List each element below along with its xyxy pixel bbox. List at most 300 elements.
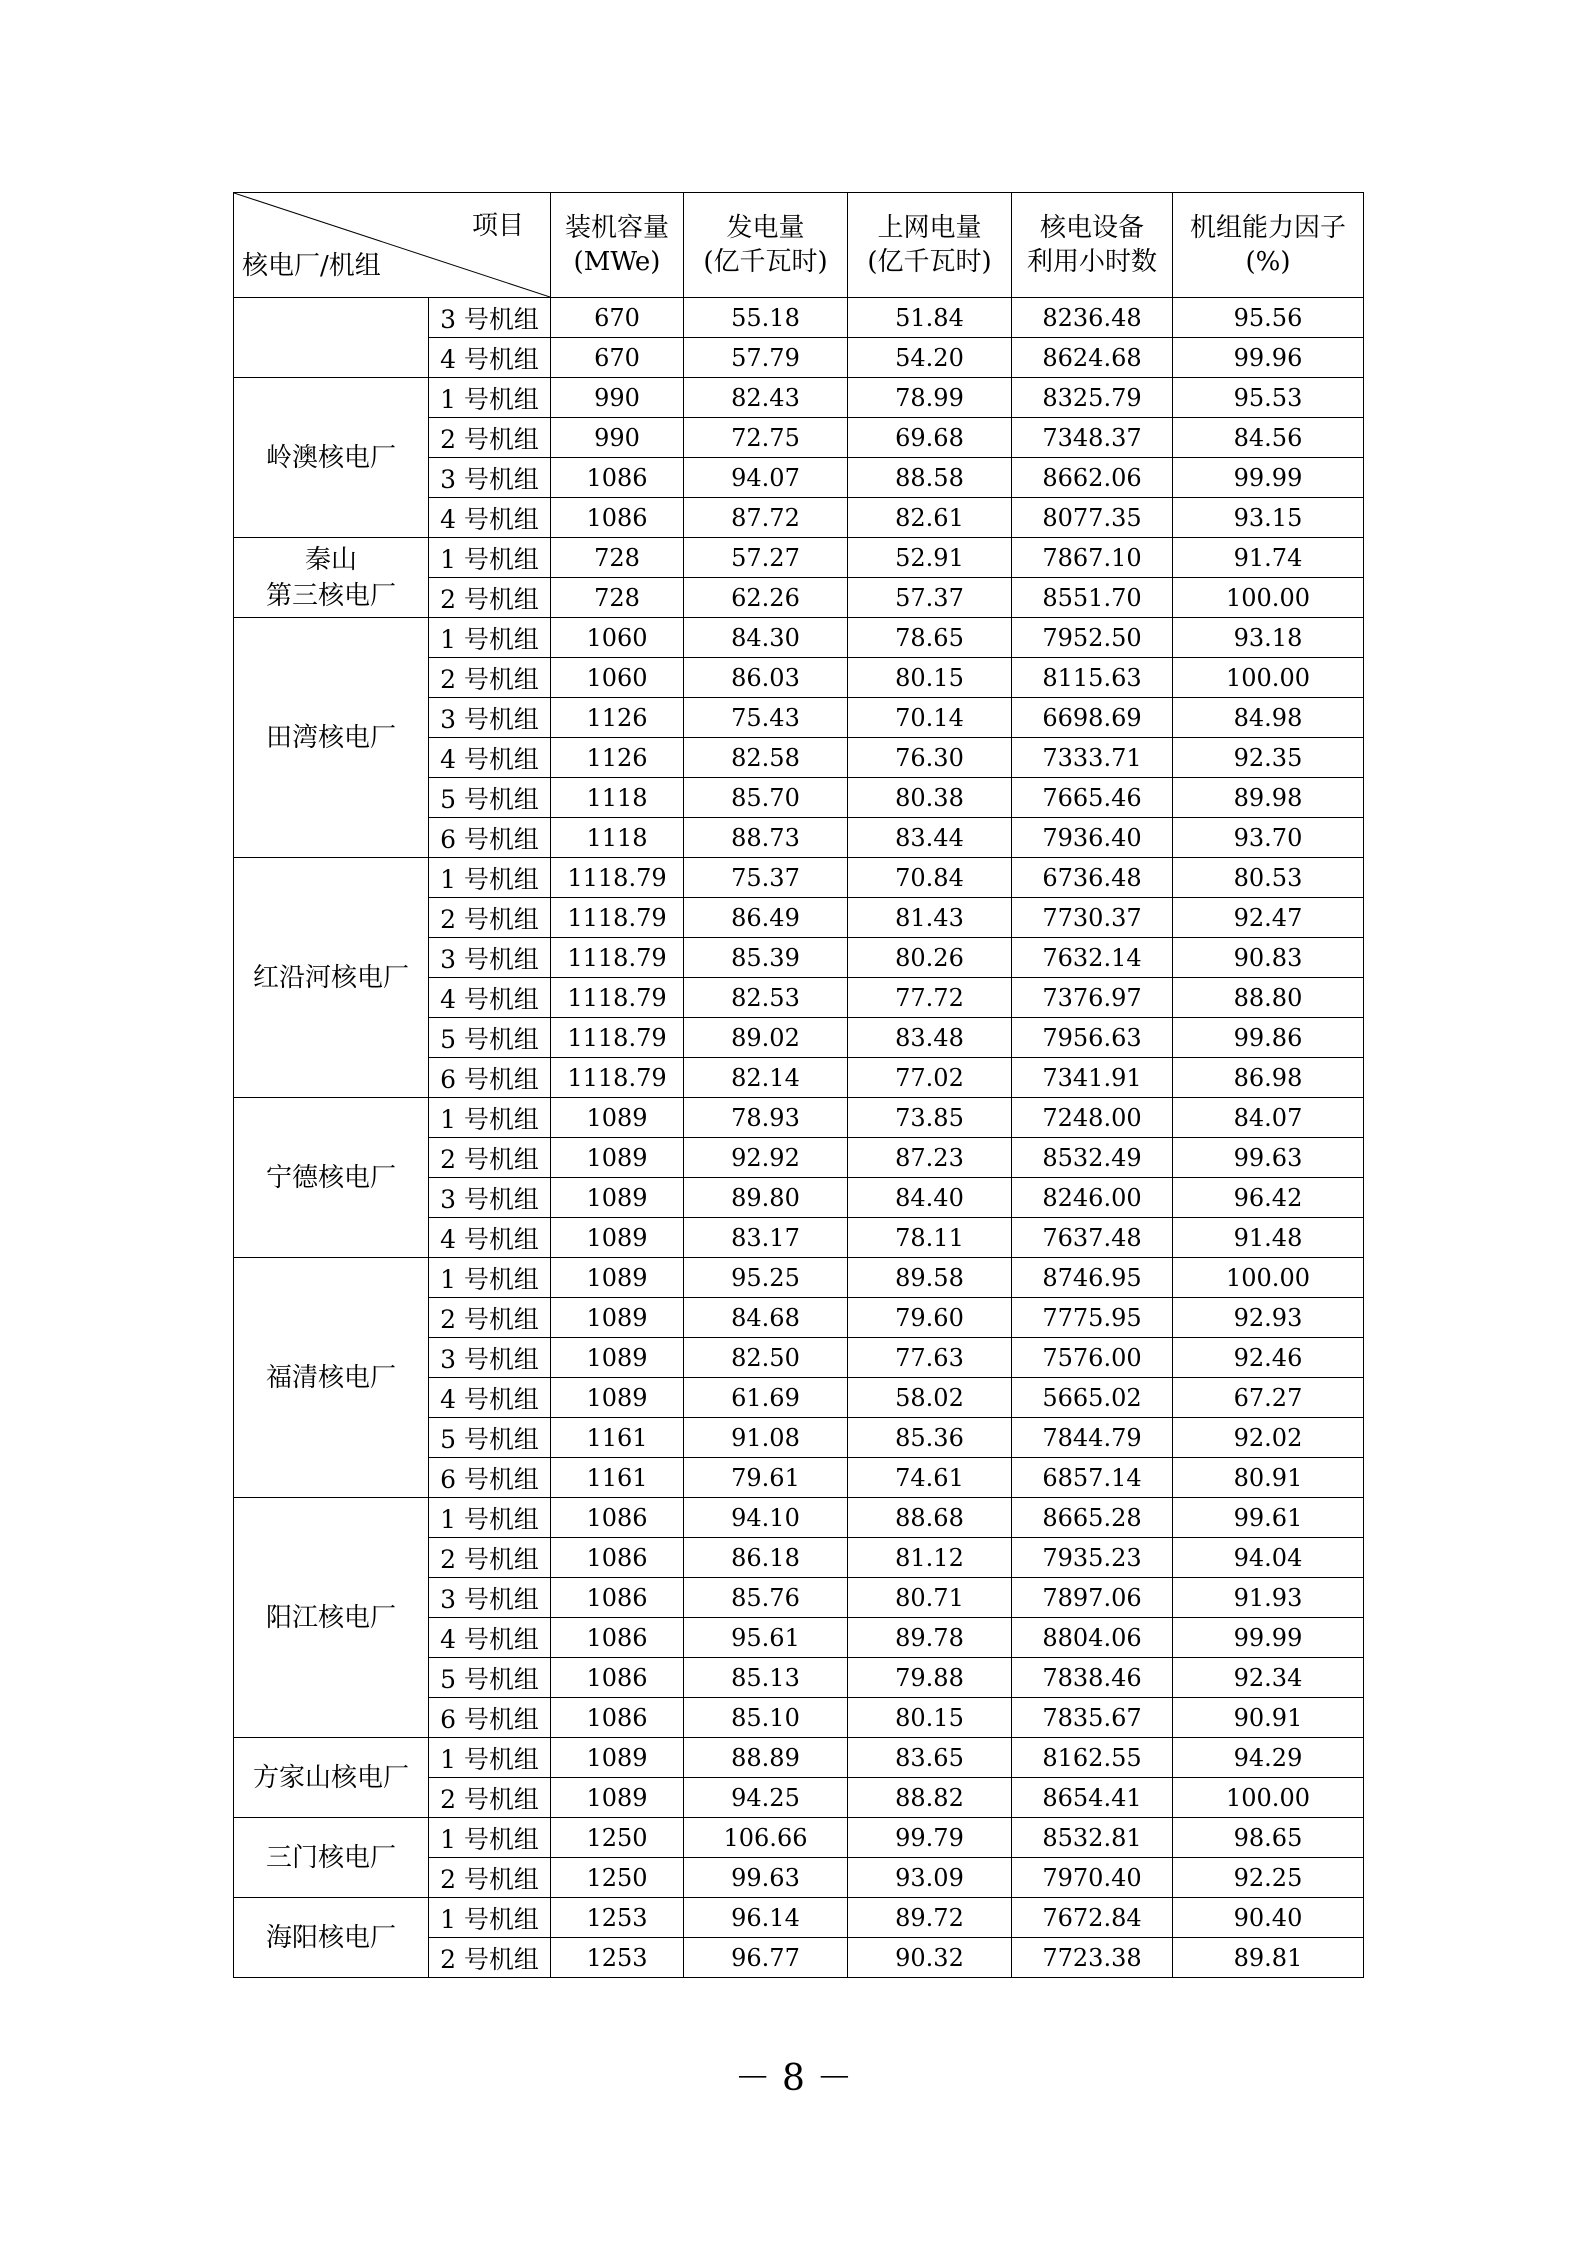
capability-factor-cell: 93.15 [1173, 498, 1364, 538]
grid-supply-cell: 78.65 [848, 618, 1012, 658]
capacity-cell: 1118.79 [551, 1018, 684, 1058]
capability-factor-cell: 100.00 [1173, 1778, 1364, 1818]
capability-factor-cell: 67.27 [1173, 1378, 1364, 1418]
col-header-line: 利用小时数 [1026, 247, 1157, 277]
grid-supply-cell: 77.72 [848, 978, 1012, 1018]
unit-name-cell: 4 号机组 [429, 1218, 551, 1258]
grid-supply-cell: 88.82 [848, 1778, 1012, 1818]
data-table-container [233, 192, 1363, 1978]
capacity-cell: 670 [551, 338, 684, 378]
generation-cell: 89.80 [684, 1178, 848, 1218]
utilization-hours-cell: 7775.95 [1012, 1298, 1173, 1338]
capacity-cell: 1089 [551, 1138, 684, 1178]
grid-supply-cell: 80.15 [848, 658, 1012, 698]
unit-name-cell: 2 号机组 [429, 1538, 551, 1578]
generation-cell: 84.68 [684, 1298, 848, 1338]
utilization-hours-cell: 7730.37 [1012, 898, 1173, 938]
unit-name-cell: 2 号机组 [429, 1938, 551, 1978]
utilization-hours-cell: 7576.00 [1012, 1338, 1173, 1378]
unit-name-cell: 1 号机组 [429, 1818, 551, 1858]
generation-cell: 62.26 [684, 578, 848, 618]
diagonal-item-label: 项目 [471, 211, 524, 241]
utilization-hours-cell: 8236.48 [1012, 298, 1173, 338]
plant-name-cell [234, 1098, 429, 1258]
plant-name-cell [234, 1898, 429, 1978]
col-header-line: 发电量 [726, 213, 805, 243]
grid-supply-cell: 83.48 [848, 1018, 1012, 1058]
capacity-cell: 1118 [551, 818, 684, 858]
grid-supply-cell: 89.58 [848, 1258, 1012, 1298]
grid-supply-cell: 77.02 [848, 1058, 1012, 1098]
col-header-capacity [551, 193, 684, 298]
capability-factor-cell: 95.56 [1173, 298, 1364, 338]
capability-factor-cell: 95.53 [1173, 378, 1364, 418]
generation-cell: 75.43 [684, 698, 848, 738]
table-row [234, 378, 1364, 418]
capability-factor-cell: 99.99 [1173, 1618, 1364, 1658]
capacity-cell: 1126 [551, 698, 684, 738]
unit-name-cell: 4 号机组 [429, 1618, 551, 1658]
capacity-cell: 990 [551, 378, 684, 418]
unit-name-cell: 2 号机组 [429, 898, 551, 938]
capacity-cell: 1086 [551, 458, 684, 498]
capacity-cell: 1086 [551, 1658, 684, 1698]
col-header-line: (亿千瓦时) [703, 247, 828, 277]
capability-factor-cell: 96.42 [1173, 1178, 1364, 1218]
capacity-cell: 1118 [551, 778, 684, 818]
capability-factor-cell: 99.86 [1173, 1018, 1364, 1058]
grid-supply-cell: 51.84 [848, 298, 1012, 338]
capability-factor-cell: 99.61 [1173, 1498, 1364, 1538]
grid-supply-cell: 57.37 [848, 578, 1012, 618]
generation-cell: 75.37 [684, 858, 848, 898]
utilization-hours-cell: 7333.71 [1012, 738, 1173, 778]
unit-name-cell: 1 号机组 [429, 858, 551, 898]
col-header-utilization-hours [1012, 193, 1173, 298]
capacity-cell: 1089 [551, 1258, 684, 1298]
plant-name-line: 田湾核电厂 [265, 722, 396, 753]
plant-name-cell [234, 378, 429, 538]
plant-name-cell [234, 1818, 429, 1898]
generation-cell: 88.73 [684, 818, 848, 858]
generation-cell: 61.69 [684, 1378, 848, 1418]
capacity-cell: 1089 [551, 1378, 684, 1418]
col-header-line: (%) [1245, 247, 1291, 277]
utilization-hours-cell: 6857.14 [1012, 1458, 1173, 1498]
grid-supply-cell: 87.23 [848, 1138, 1012, 1178]
generation-cell: 88.89 [684, 1738, 848, 1778]
plant-name-cell [234, 858, 429, 1098]
generation-cell: 95.61 [684, 1618, 848, 1658]
col-header-line: 装机容量 [564, 213, 669, 243]
col-header-line: 上网电量 [877, 213, 982, 243]
unit-name-cell: 1 号机组 [429, 1738, 551, 1778]
unit-name-cell: 6 号机组 [429, 1458, 551, 1498]
utilization-hours-cell: 6736.48 [1012, 858, 1173, 898]
capacity-cell: 1118.79 [551, 898, 684, 938]
utilization-hours-cell: 7952.50 [1012, 618, 1173, 658]
capacity-cell: 1086 [551, 1498, 684, 1538]
utilization-hours-cell: 8162.55 [1012, 1738, 1173, 1778]
grid-supply-cell: 84.40 [848, 1178, 1012, 1218]
capacity-cell: 1161 [551, 1458, 684, 1498]
capability-factor-cell: 80.53 [1173, 858, 1364, 898]
capability-factor-cell: 89.98 [1173, 778, 1364, 818]
utilization-hours-cell: 7936.40 [1012, 818, 1173, 858]
diagonal-header-cell [234, 193, 551, 298]
unit-name-cell: 6 号机组 [429, 1058, 551, 1098]
utilization-hours-cell: 8624.68 [1012, 338, 1173, 378]
capacity-cell: 1060 [551, 618, 684, 658]
capability-factor-cell: 94.04 [1173, 1538, 1364, 1578]
generation-cell: 72.75 [684, 418, 848, 458]
grid-supply-cell: 82.61 [848, 498, 1012, 538]
grid-supply-cell: 79.88 [848, 1658, 1012, 1698]
generation-cell: 78.93 [684, 1098, 848, 1138]
generation-cell: 92.92 [684, 1138, 848, 1178]
capacity-cell: 990 [551, 418, 684, 458]
page-number: － 8 － [734, 2058, 853, 2099]
header-row [234, 193, 1364, 298]
col-header-line: (MWe) [573, 247, 661, 277]
plant-name-cell [234, 298, 429, 378]
capacity-cell: 1060 [551, 658, 684, 698]
table-body [234, 298, 1364, 1978]
generation-cell: 57.27 [684, 538, 848, 578]
grid-supply-cell: 54.20 [848, 338, 1012, 378]
utilization-hours-cell: 8532.49 [1012, 1138, 1173, 1178]
table-row [234, 1738, 1364, 1778]
capability-factor-cell: 90.91 [1173, 1698, 1364, 1738]
capacity-cell: 1089 [551, 1738, 684, 1778]
capacity-cell: 1118.79 [551, 858, 684, 898]
generation-cell: 57.79 [684, 338, 848, 378]
utilization-hours-cell: 8325.79 [1012, 378, 1173, 418]
plant-name-line: 岭澳核电厂 [265, 442, 396, 473]
generation-cell: 85.70 [684, 778, 848, 818]
table-row [234, 1818, 1364, 1858]
grid-supply-cell: 88.58 [848, 458, 1012, 498]
grid-supply-cell: 93.09 [848, 1858, 1012, 1898]
col-header-grid-supply [848, 193, 1012, 298]
capacity-cell: 1161 [551, 1418, 684, 1458]
generation-cell: 89.02 [684, 1018, 848, 1058]
utilization-hours-cell: 7665.46 [1012, 778, 1173, 818]
capacity-cell: 1126 [551, 738, 684, 778]
unit-name-cell: 1 号机组 [429, 1498, 551, 1538]
unit-name-cell: 5 号机组 [429, 1418, 551, 1458]
capacity-cell: 1250 [551, 1858, 684, 1898]
unit-name-cell: 1 号机组 [429, 1098, 551, 1138]
grid-supply-cell: 90.32 [848, 1938, 1012, 1978]
utilization-hours-cell: 8115.63 [1012, 658, 1173, 698]
grid-supply-cell: 70.84 [848, 858, 1012, 898]
unit-name-cell: 3 号机组 [429, 298, 551, 338]
unit-name-cell: 5 号机组 [429, 778, 551, 818]
capability-factor-cell: 99.99 [1173, 458, 1364, 498]
grid-supply-cell: 83.44 [848, 818, 1012, 858]
plant-name-line: 宁德核电厂 [265, 1162, 396, 1193]
plant-name-line: 方家山核电厂 [252, 1762, 409, 1793]
unit-name-cell: 2 号机组 [429, 658, 551, 698]
capability-factor-cell: 91.48 [1173, 1218, 1364, 1258]
grid-supply-cell: 83.65 [848, 1738, 1012, 1778]
unit-name-cell: 3 号机组 [429, 1578, 551, 1618]
grid-supply-cell: 81.12 [848, 1538, 1012, 1578]
utilization-hours-cell: 7672.84 [1012, 1898, 1173, 1938]
utilization-hours-cell: 7970.40 [1012, 1858, 1173, 1898]
utilization-hours-cell: 7723.38 [1012, 1938, 1173, 1978]
unit-name-cell: 5 号机组 [429, 1018, 551, 1058]
utilization-hours-cell: 7935.23 [1012, 1538, 1173, 1578]
capability-factor-cell: 100.00 [1173, 578, 1364, 618]
capability-factor-cell: 84.98 [1173, 698, 1364, 738]
utilization-hours-cell: 5665.02 [1012, 1378, 1173, 1418]
capacity-cell: 1253 [551, 1938, 684, 1978]
plant-name-line: 秦山 [304, 544, 357, 575]
unit-name-cell: 4 号机组 [429, 978, 551, 1018]
table-row [234, 538, 1364, 578]
generation-cell: 83.17 [684, 1218, 848, 1258]
utilization-hours-cell: 8246.00 [1012, 1178, 1173, 1218]
capability-factor-cell: 80.91 [1173, 1458, 1364, 1498]
generation-cell: 79.61 [684, 1458, 848, 1498]
generation-cell: 94.07 [684, 458, 848, 498]
generation-cell: 85.10 [684, 1698, 848, 1738]
capacity-cell: 1086 [551, 1698, 684, 1738]
utilization-hours-cell: 7867.10 [1012, 538, 1173, 578]
unit-name-cell: 4 号机组 [429, 338, 551, 378]
generation-cell: 84.30 [684, 618, 848, 658]
utilization-hours-cell: 7348.37 [1012, 418, 1173, 458]
plant-name-line: 第三核电厂 [265, 580, 396, 611]
capability-factor-cell: 92.47 [1173, 898, 1364, 938]
unit-name-cell: 1 号机组 [429, 378, 551, 418]
capability-factor-cell: 91.74 [1173, 538, 1364, 578]
generation-cell: 82.53 [684, 978, 848, 1018]
generation-cell: 106.66 [684, 1818, 848, 1858]
generation-cell: 55.18 [684, 298, 848, 338]
unit-name-cell: 2 号机组 [429, 1298, 551, 1338]
generation-cell: 87.72 [684, 498, 848, 538]
capacity-cell: 1089 [551, 1098, 684, 1138]
capacity-cell: 728 [551, 538, 684, 578]
generation-cell: 99.63 [684, 1858, 848, 1898]
capacity-cell: 1089 [551, 1218, 684, 1258]
utilization-hours-cell: 7838.46 [1012, 1658, 1173, 1698]
grid-supply-cell: 81.43 [848, 898, 1012, 938]
capability-factor-cell: 92.46 [1173, 1338, 1364, 1378]
grid-supply-cell: 52.91 [848, 538, 1012, 578]
capability-factor-cell: 92.93 [1173, 1298, 1364, 1338]
unit-name-cell: 4 号机组 [429, 1378, 551, 1418]
generation-cell: 91.08 [684, 1418, 848, 1458]
generation-cell: 85.13 [684, 1658, 848, 1698]
nuclear-plant-table [233, 192, 1364, 1978]
capability-factor-cell: 89.81 [1173, 1938, 1364, 1978]
unit-name-cell: 4 号机组 [429, 498, 551, 538]
capacity-cell: 1086 [551, 1538, 684, 1578]
table-row [234, 1258, 1364, 1298]
capability-factor-cell: 84.56 [1173, 418, 1364, 458]
capability-factor-cell: 84.07 [1173, 1098, 1364, 1138]
utilization-hours-cell: 7956.63 [1012, 1018, 1173, 1058]
utilization-hours-cell: 7835.67 [1012, 1698, 1173, 1738]
unit-name-cell: 1 号机组 [429, 618, 551, 658]
capacity-cell: 1086 [551, 498, 684, 538]
generation-cell: 96.77 [684, 1938, 848, 1978]
capability-factor-cell: 100.00 [1173, 1258, 1364, 1298]
capability-factor-cell: 93.70 [1173, 818, 1364, 858]
capability-factor-cell: 94.29 [1173, 1738, 1364, 1778]
utilization-hours-cell: 8654.41 [1012, 1778, 1173, 1818]
generation-cell: 85.76 [684, 1578, 848, 1618]
grid-supply-cell: 77.63 [848, 1338, 1012, 1378]
grid-supply-cell: 78.99 [848, 378, 1012, 418]
capacity-cell: 1253 [551, 1898, 684, 1938]
capacity-cell: 1086 [551, 1618, 684, 1658]
utilization-hours-cell: 7248.00 [1012, 1098, 1173, 1138]
grid-supply-cell: 80.15 [848, 1698, 1012, 1738]
capability-factor-cell: 99.96 [1173, 338, 1364, 378]
plant-name-cell [234, 1498, 429, 1738]
generation-cell: 96.14 [684, 1898, 848, 1938]
plant-name-cell [234, 1258, 429, 1498]
unit-name-cell: 3 号机组 [429, 938, 551, 978]
grid-supply-cell: 80.26 [848, 938, 1012, 978]
utilization-hours-cell: 8804.06 [1012, 1618, 1173, 1658]
generation-cell: 86.18 [684, 1538, 848, 1578]
generation-cell: 82.43 [684, 378, 848, 418]
capability-factor-cell: 90.40 [1173, 1898, 1364, 1938]
unit-name-cell: 5 号机组 [429, 1658, 551, 1698]
unit-name-cell: 1 号机组 [429, 1898, 551, 1938]
generation-cell: 85.39 [684, 938, 848, 978]
utilization-hours-cell: 8746.95 [1012, 1258, 1173, 1298]
unit-name-cell: 4 号机组 [429, 738, 551, 778]
capability-factor-cell: 86.98 [1173, 1058, 1364, 1098]
grid-supply-cell: 74.61 [848, 1458, 1012, 1498]
grid-supply-cell: 89.78 [848, 1618, 1012, 1658]
utilization-hours-cell: 6698.69 [1012, 698, 1173, 738]
col-header-generation [684, 193, 848, 298]
generation-cell: 86.49 [684, 898, 848, 938]
generation-cell: 86.03 [684, 658, 848, 698]
unit-name-cell: 1 号机组 [429, 538, 551, 578]
table-row [234, 1498, 1364, 1538]
utilization-hours-cell: 8665.28 [1012, 1498, 1173, 1538]
capacity-cell: 1118.79 [551, 978, 684, 1018]
generation-cell: 94.25 [684, 1778, 848, 1818]
capability-factor-cell: 92.02 [1173, 1418, 1364, 1458]
utilization-hours-cell: 7844.79 [1012, 1418, 1173, 1458]
capacity-cell: 1089 [551, 1178, 684, 1218]
unit-name-cell: 3 号机组 [429, 698, 551, 738]
grid-supply-cell: 73.85 [848, 1098, 1012, 1138]
generation-cell: 82.50 [684, 1338, 848, 1378]
table-row [234, 858, 1364, 898]
capacity-cell: 1250 [551, 1818, 684, 1858]
utilization-hours-cell: 7376.97 [1012, 978, 1173, 1018]
capacity-cell: 1089 [551, 1778, 684, 1818]
utilization-hours-cell: 7637.48 [1012, 1218, 1173, 1258]
capability-factor-cell: 93.18 [1173, 618, 1364, 658]
col-header-line: (亿千瓦时) [867, 247, 992, 277]
unit-name-cell: 2 号机组 [429, 418, 551, 458]
capacity-cell: 1118.79 [551, 1058, 684, 1098]
utilization-hours-cell: 8662.06 [1012, 458, 1173, 498]
utilization-hours-cell: 8532.81 [1012, 1818, 1173, 1858]
capability-factor-cell: 98.65 [1173, 1818, 1364, 1858]
unit-name-cell: 2 号机组 [429, 1138, 551, 1178]
utilization-hours-cell: 8077.35 [1012, 498, 1173, 538]
plant-name-cell [234, 538, 429, 618]
generation-cell: 95.25 [684, 1258, 848, 1298]
grid-supply-cell: 89.72 [848, 1898, 1012, 1938]
capacity-cell: 1118.79 [551, 938, 684, 978]
utilization-hours-cell: 7897.06 [1012, 1578, 1173, 1618]
diagonal-plant-unit-label: 核电厂/机组 [242, 251, 381, 281]
capacity-cell: 1089 [551, 1298, 684, 1338]
capability-factor-cell: 92.25 [1173, 1858, 1364, 1898]
plant-name-line: 福清核电厂 [265, 1362, 396, 1393]
plant-name-cell [234, 618, 429, 858]
grid-supply-cell: 58.02 [848, 1378, 1012, 1418]
unit-name-cell: 6 号机组 [429, 1698, 551, 1738]
utilization-hours-cell: 7341.91 [1012, 1058, 1173, 1098]
grid-supply-cell: 70.14 [848, 698, 1012, 738]
grid-supply-cell: 80.38 [848, 778, 1012, 818]
capability-factor-cell: 100.00 [1173, 658, 1364, 698]
grid-supply-cell: 88.68 [848, 1498, 1012, 1538]
capacity-cell: 670 [551, 298, 684, 338]
capacity-cell: 1089 [551, 1338, 684, 1378]
utilization-hours-cell: 7632.14 [1012, 938, 1173, 978]
col-header-line: 机组能力因子 [1189, 213, 1346, 243]
table-row [234, 1898, 1364, 1938]
generation-cell: 82.58 [684, 738, 848, 778]
unit-name-cell: 1 号机组 [429, 1258, 551, 1298]
unit-name-cell: 2 号机组 [429, 1778, 551, 1818]
capability-factor-cell: 91.93 [1173, 1578, 1364, 1618]
generation-cell: 82.14 [684, 1058, 848, 1098]
utilization-hours-cell: 8551.70 [1012, 578, 1173, 618]
grid-supply-cell: 85.36 [848, 1418, 1012, 1458]
unit-name-cell: 3 号机组 [429, 1338, 551, 1378]
capability-factor-cell: 92.35 [1173, 738, 1364, 778]
capacity-cell: 728 [551, 578, 684, 618]
unit-name-cell: 6 号机组 [429, 818, 551, 858]
plant-name-line: 海阳核电厂 [265, 1922, 396, 1953]
grid-supply-cell: 69.68 [848, 418, 1012, 458]
capability-factor-cell: 90.83 [1173, 938, 1364, 978]
capability-factor-cell: 92.34 [1173, 1658, 1364, 1698]
plant-name-line: 阳江核电厂 [265, 1602, 396, 1633]
table-row [234, 298, 1364, 338]
capability-factor-cell: 88.80 [1173, 978, 1364, 1018]
unit-name-cell: 2 号机组 [429, 1858, 551, 1898]
plant-name-line: 红沿河核电厂 [252, 962, 409, 993]
plant-name-line: 三门核电厂 [265, 1842, 396, 1873]
unit-name-cell: 2 号机组 [429, 578, 551, 618]
unit-name-cell: 3 号机组 [429, 1178, 551, 1218]
col-header-capability-factor [1173, 193, 1364, 298]
col-header-line: 核电设备 [1039, 213, 1144, 243]
plant-name-cell [234, 1738, 429, 1818]
table-row [234, 1098, 1364, 1138]
grid-supply-cell: 80.71 [848, 1578, 1012, 1618]
capability-factor-cell: 99.63 [1173, 1138, 1364, 1178]
